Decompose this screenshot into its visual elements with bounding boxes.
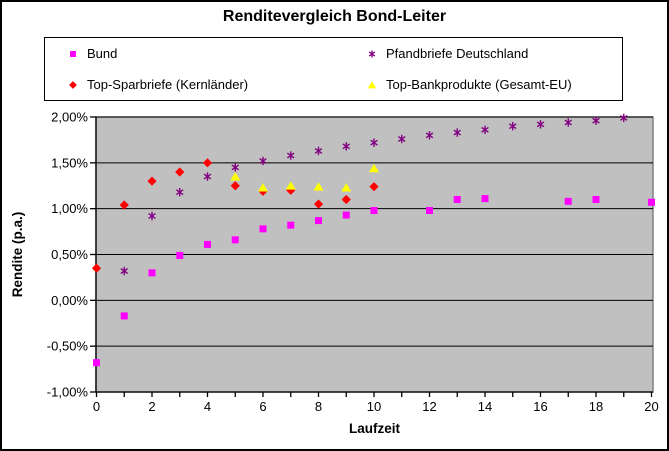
y-tick-label: 2,00% — [51, 109, 88, 125]
x-tick-label: 8 — [314, 399, 323, 414]
square-marker-icon — [66, 47, 80, 61]
data-point — [426, 207, 433, 214]
legend-label-sparbriefe: Top-Sparbriefe (Kernländer) — [87, 77, 249, 92]
data-point — [371, 207, 378, 214]
data-point — [204, 241, 211, 248]
legend-item-pfandbriefe — [344, 38, 622, 69]
y-axis-title: Rendite (p.a.) — [10, 211, 25, 298]
data-point — [287, 222, 294, 229]
x-tick-label: 12 — [422, 399, 437, 414]
data-point — [648, 199, 655, 206]
y-tick-label: 0,00% — [51, 292, 88, 308]
star-marker-icon — [365, 47, 379, 61]
y-tick-label: -0,50% — [46, 338, 88, 354]
triangle-marker-icon — [365, 78, 379, 92]
x-tick-label: 4 — [203, 399, 212, 414]
y-tick-label: -1,00% — [46, 384, 88, 400]
legend-label-bund: Bund — [87, 46, 118, 61]
x-tick-label: 20 — [644, 399, 659, 414]
chart-title: Renditevergleich Bond-Leiter — [222, 8, 447, 25]
data-point — [176, 252, 183, 259]
data-point — [260, 225, 267, 232]
data-point — [482, 195, 489, 202]
x-tick-label: 10 — [366, 399, 382, 414]
data-point — [593, 196, 600, 203]
data-point — [93, 359, 100, 366]
legend-item-bund — [45, 38, 344, 69]
data-point — [565, 198, 572, 205]
data-point — [149, 269, 156, 276]
x-tick-label: 16 — [533, 399, 548, 414]
legend-item-bankprodukte — [344, 69, 622, 100]
y-tick-label: 1,00% — [51, 201, 88, 217]
y-tick-label: 0,50% — [51, 247, 88, 262]
x-tick-label: 14 — [477, 399, 493, 414]
diamond-marker-icon — [66, 78, 80, 92]
x-tick-label: 18 — [588, 399, 604, 414]
data-point — [121, 312, 128, 319]
legend-label-bankprodukte: Top-Bankprodukte (Gesamt-EU) — [386, 77, 572, 92]
data-point — [315, 217, 322, 224]
x-tick-label: 2 — [148, 399, 156, 414]
x-tick-label: 6 — [259, 399, 267, 414]
data-point — [454, 196, 461, 203]
legend — [44, 37, 623, 101]
data-point — [343, 212, 350, 219]
x-axis-title: Laufzeit — [348, 421, 401, 436]
legend-label-pfandbriefe: Pfandbriefe Deutschland — [386, 46, 529, 61]
legend-item-sparbriefe — [45, 69, 344, 100]
x-tick-label: 0 — [92, 399, 101, 414]
data-point — [232, 236, 239, 243]
y-tick-label: 1,50% — [51, 155, 88, 171]
